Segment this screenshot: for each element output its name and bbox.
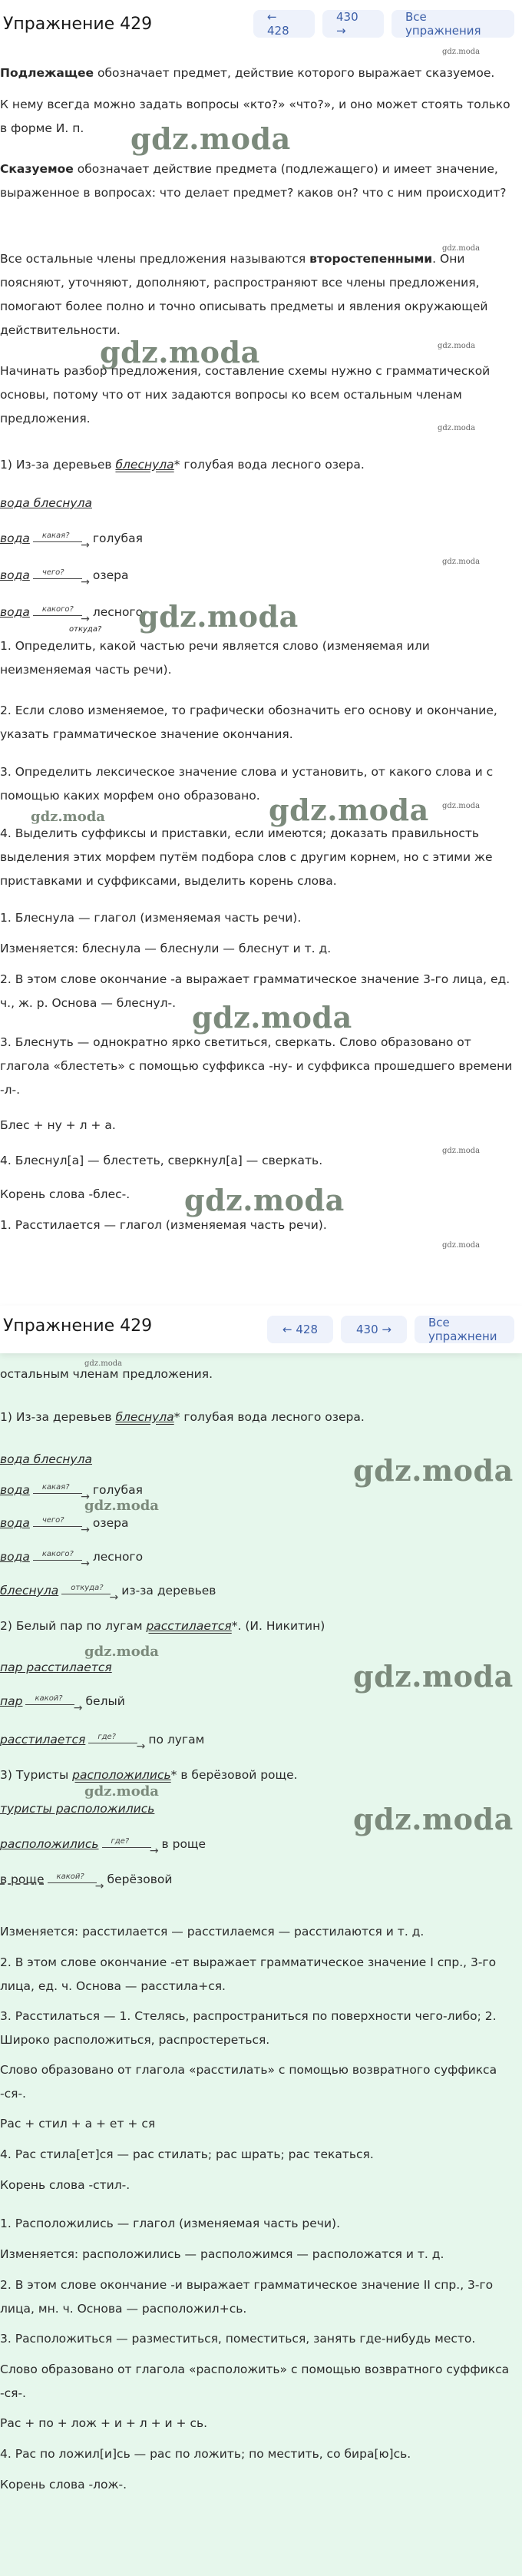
grammar-base-2: пар расстилается [0, 1660, 112, 1674]
watermark: gdz.moda [184, 1183, 345, 1217]
term-subject: Подлежащее [0, 66, 94, 80]
watermark-small: gdz.moda [442, 802, 481, 810]
w2-line-7: Корень слова -стил-. [0, 2178, 130, 2192]
sentence-2: 2) Белый пар по лугам расстилается*. (И. Никитин) [0, 1619, 325, 1633]
watermark: gdz.moda [138, 599, 299, 634]
w2-line-3: 2. В этом слове окончание -ет выражает грамматическое значение I спр., 3-го лица, ед. ч. Основа — расстила+ся. [0, 1955, 497, 1993]
phrase-row: блеснула откуда? → из-за деревьев [0, 1579, 519, 1603]
grammar-base-3: туристы расположились [0, 1802, 155, 1816]
watermark-small: gdz.moda [31, 809, 105, 825]
sticky-header [0, 1306, 522, 1353]
w2-line-1: 1. Расстилается — глагол (изменяемая часть речи). [0, 1218, 327, 1232]
watermark-small: gdz.moda [442, 48, 481, 56]
w2-line-4: 3. Расстилаться — 1. Стелясь, распространиться по поверхности чего-либо; 2. Широко расположиться, распростереться. [0, 2009, 497, 2047]
page-title-repeat: Упражнение 429 [3, 1316, 153, 1336]
plan-step-4: 4. Выделить суффиксы и приставки, если имеются; доказать правильность выделения этих морфем путём подбора слов с другим корнем, но с этими же приставками и суффиксами, выделить корень слова. [0, 826, 493, 888]
prev-exercise-button[interactable]: ← 428 [267, 1316, 333, 1343]
w2-line-2: Изменяется: расстилается — расстилаемся — расстилаются и т. д. [0, 1925, 425, 1939]
sentence-1-predicate: блеснула [115, 458, 174, 472]
all-exercises-button[interactable]: Все упражнения [392, 10, 514, 38]
watermark: gdz.moda [269, 793, 429, 827]
watermark: gdz.moda [100, 335, 260, 369]
watermark-small: gdz.moda [442, 244, 481, 253]
grammar-base-1: вода блеснула [0, 1452, 92, 1466]
theory-p3: Сказуемое обозначает действие предмета (подлежащего) и имеет значение, выраженное в вопросах: что делает предмет? каков он? что с ним происходит? [0, 162, 507, 200]
plan-step-3: 3. Определить лексическое значение слова и установить, от какого слова и с помощью каких морфем оно образовано. [0, 765, 494, 803]
w3-line-1: 1. Расположились — глагол (изменяемая часть речи). [0, 2217, 341, 2230]
grammar-base-1: вода блеснула [0, 496, 92, 510]
watermark: gdz.moda [353, 1659, 514, 1694]
watermark-small: gdz.moda [442, 1147, 481, 1155]
w1-scheme: Блес + ну + л + а. [0, 1118, 116, 1132]
w2-scheme: Рас + стил + а + ет + ся [0, 2117, 156, 2131]
exercise-nav-repeat [267, 1316, 514, 1343]
watermark-small: gdz.moda [442, 558, 481, 566]
w3-line-6: 4. Рас по ложил[и]сь — рас по ложить; по местить, со бира[ю]сь. [0, 2447, 411, 2461]
watermark: gdz.moda [130, 121, 291, 156]
w1-line-3: 2. В этом слове окончание -а выражает грамматическое значение 3-го лица, ед. ч., ж. р. Основа — блеснул-. [0, 972, 510, 1010]
watermark: gdz.moda [353, 1802, 514, 1836]
watermark-small: gdz.moda [84, 1783, 159, 1800]
phrase-row: расположились где? → в роще [0, 1833, 519, 1856]
question-label: откуда? [69, 625, 102, 634]
next-exercise-button[interactable]: 430 → [341, 1316, 407, 1343]
w3-line-4: 3. Расположиться — разместиться, поместиться, занять где-нибудь место. [0, 2332, 476, 2346]
w1-line-1: 1. Блеснула — глагол (изменяемая часть речи). [0, 911, 302, 925]
term-predicate: Сказуемое [0, 162, 74, 176]
w3-line-3: 2. В этом слове окончание -и выражает грамматическое значение II спр., 3-го лица, мн. ч. Основа — расположил+сь. [0, 2278, 494, 2316]
phrase-row: в роще какой? → берёзовой [0, 1868, 519, 1892]
watermark-small: gdz.moda [442, 1241, 481, 1250]
sentence-3: 3) Туристы расположились* в берёзовой роще. [0, 1768, 298, 1782]
watermark: gdz.moda [353, 1453, 514, 1488]
watermark-small: gdz.moda [84, 1644, 159, 1660]
phrase-row: расстилается где? → по лугам [0, 1728, 519, 1752]
w3-scheme: Рас + по + лож + и + л + и + сь. [0, 2416, 208, 2430]
phrase-row: вода какого? → лесного [0, 1545, 519, 1569]
intro-tail: остальным членам предложения. [0, 1367, 213, 1381]
sentence-1: 1) Из-за деревьев блеснула* голубая вода лесного озера. [0, 458, 365, 472]
watermark-small: gdz.moda [84, 1359, 123, 1368]
watermark-small: gdz.moda [438, 424, 476, 432]
next-exercise-button[interactable]: 430 → [322, 10, 384, 38]
w1-line-4: 3. Блеснуть — однократно ярко светиться, сверкать. Слово образовано от глагола «блестеть» с помощью суффикса -ну- и суффикса прошедшего времени -л-. [0, 1035, 513, 1097]
sentence-1-repeat: 1) Из-за деревьев блеснула* голубая вода лесного озера. [0, 1410, 365, 1424]
w1-line-2: Изменяется: блеснула — блеснули — блеснут и т. д. [0, 942, 332, 955]
w1-line-5: 4. Блеснул[а] — блестеть, сверкнул[а] — сверкать. [0, 1154, 323, 1167]
theory-p2: К нему всегда можно задать вопросы «кто?» «что?», и оно может стоять только в форме И. п. [0, 98, 510, 135]
w1-line-6: Корень слова -блес-. [0, 1187, 130, 1201]
page-title: Упражнение 429 [3, 14, 153, 34]
w3-line-2: Изменяется: расположились — расположимся — расположатся и т. д. [0, 2247, 444, 2261]
w2-line-6: 4. Рас стила[ет]ся — рас стилать; рас шрать; рас текаться. [0, 2147, 374, 2161]
phrase-row: вода чего? → озера [0, 1511, 519, 1535]
theory-p1: Подлежащее обозначает предмет, действие которого выражает сказуемое. [0, 66, 495, 80]
prev-exercise-button[interactable]: ← 428 [253, 10, 315, 38]
plan-step-2: 2. Если слово изменяемое, то графически обозначить его основу и окончание, указать грамматическое значение окончания. [0, 704, 497, 741]
w3-line-5: Слово образовано от глагола «расположить» с помощью возвратного суффикса -ся-. [0, 2362, 510, 2400]
theory-p5: Начинать разбор предложения, составление схемы нужно с грамматической основы, потому что от них задаются вопросы ко всем остальным членам предложения. [0, 364, 491, 425]
plan-step-1: 1. Определить, какой частью речи является слово (изменяемая или неизменяемая часть речи). [0, 639, 430, 677]
phrase-row: вода какая? → голубая [0, 527, 519, 551]
watermark-small: gdz.moda [84, 1498, 159, 1514]
exercise-nav [253, 10, 514, 38]
phrase-row: вода какая? → голубая [0, 1478, 519, 1502]
term-secondary: второстепенными [309, 252, 433, 266]
w2-line-5: Слово образовано от глагола «расстилать» с помощью возвратного суффикса -ся-. [0, 2063, 497, 2101]
theory-p4: Все остальные члены предложения называются второстепенными. Они поясняют, уточняют, дополняют, распространяют все члены предложения, помогают более полно и точно описывать предметы и явления окружающей действительности. [0, 252, 488, 337]
all-exercises-button[interactable]: Все упражнени [415, 1316, 514, 1343]
phrase-row: вода какого? → лесного [0, 601, 519, 624]
phrase-row: вода чего? → озера [0, 564, 519, 588]
watermark-small: gdz.moda [438, 342, 476, 350]
phrase-row: пар какой? → белый [0, 1690, 519, 1713]
watermark: gdz.moda [192, 1000, 352, 1035]
top-header [0, 0, 522, 48]
w3-line-7: Корень слова -лож-. [0, 2478, 127, 2492]
